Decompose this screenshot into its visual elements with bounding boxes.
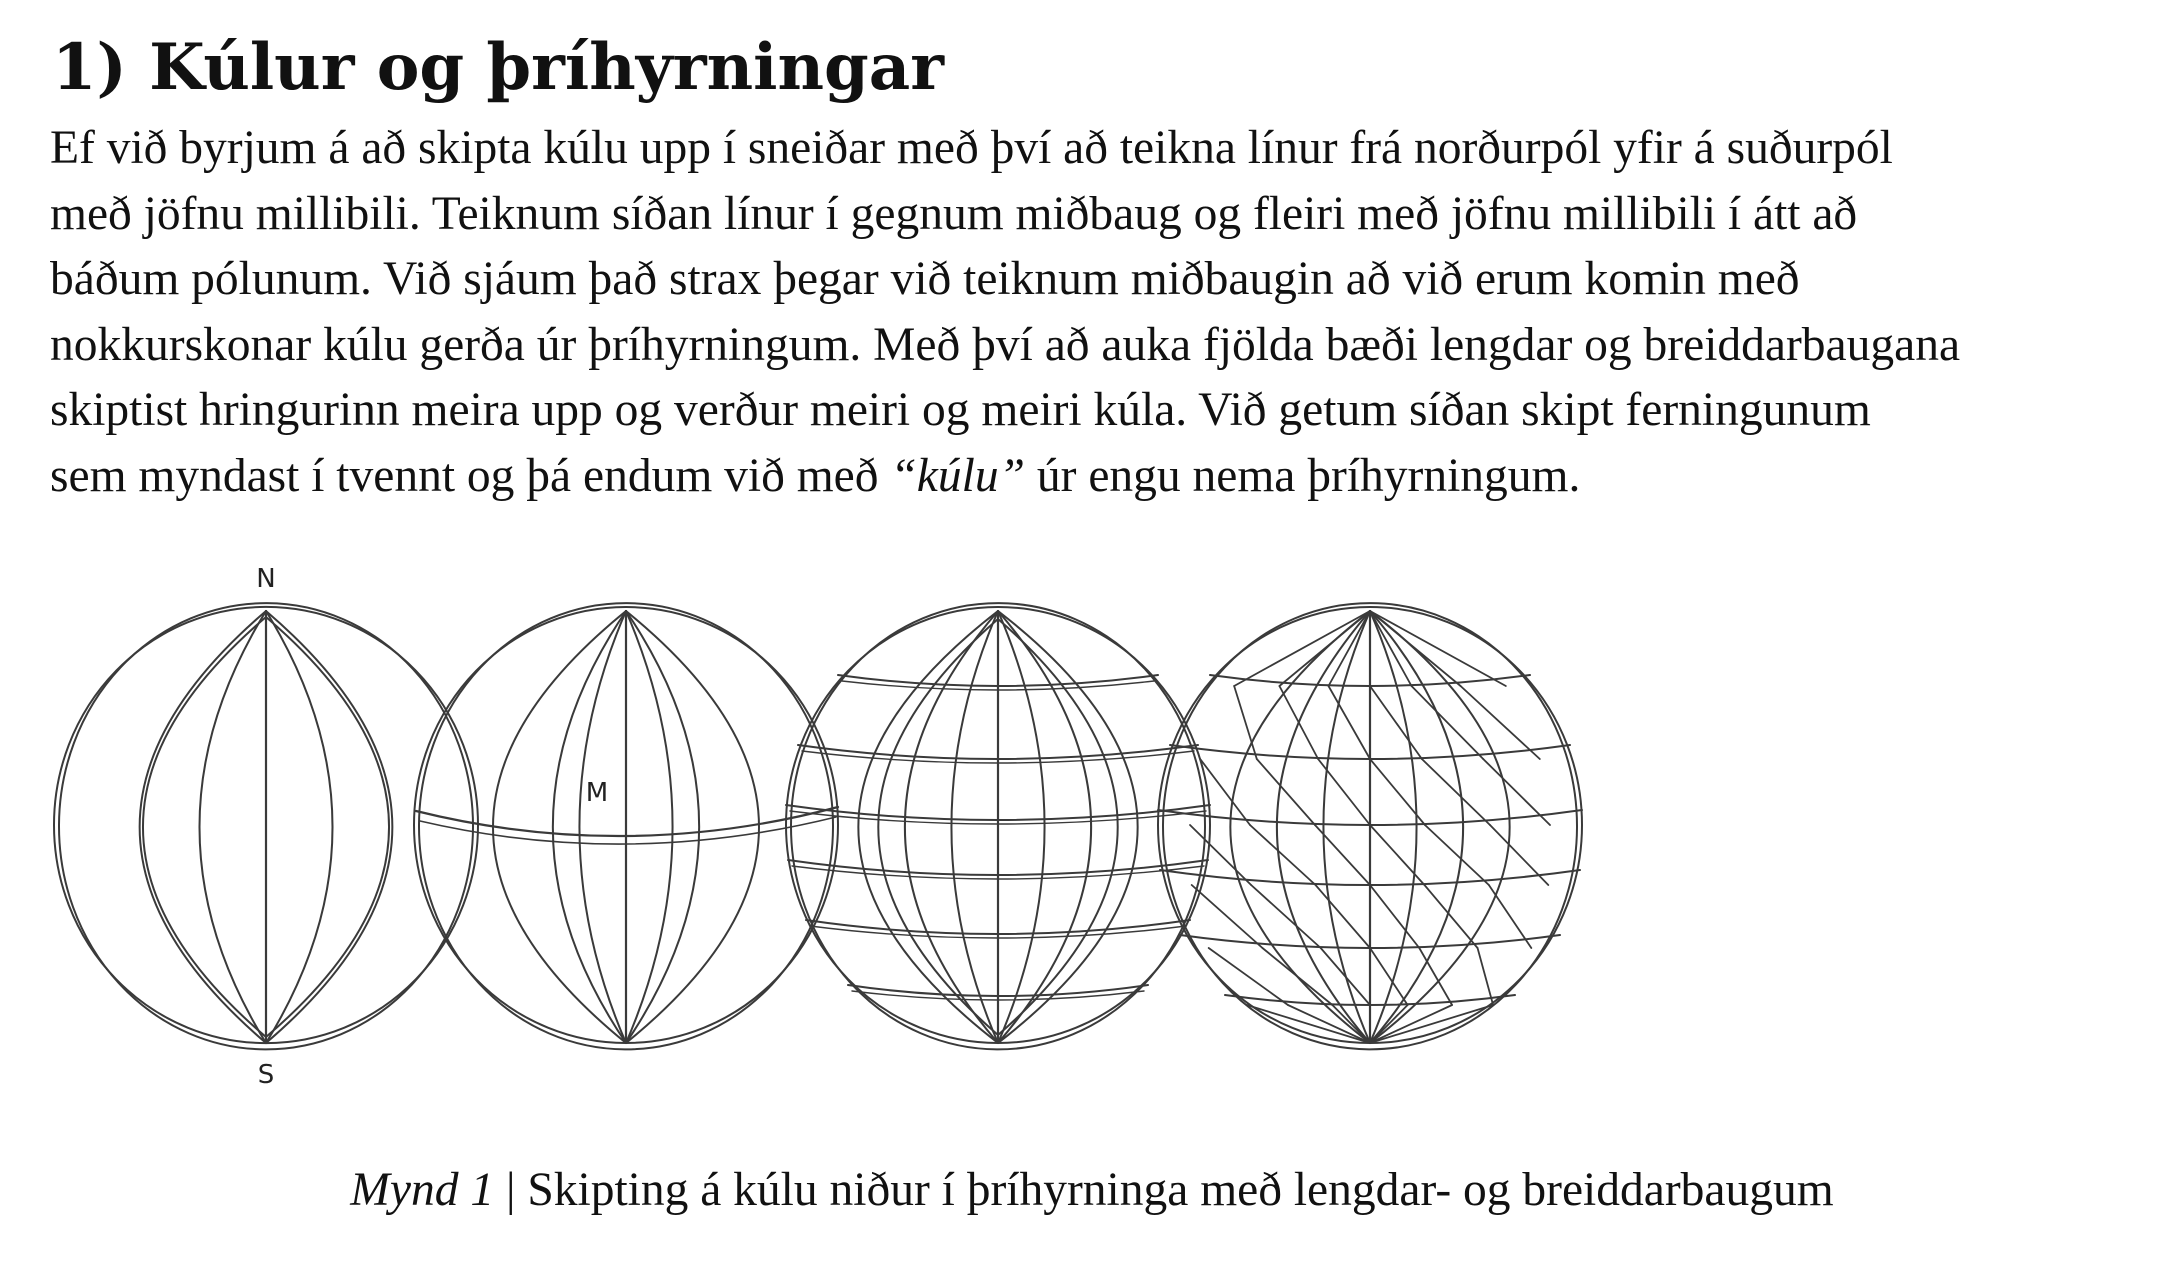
figure-caption xyxy=(0,1160,2184,1220)
triangle-edge xyxy=(1478,948,1494,1005)
meridian-line xyxy=(143,617,266,1037)
triangle-edge xyxy=(1489,885,1531,948)
equator-label: M xyxy=(585,778,609,808)
triangle-edge xyxy=(1250,825,1316,885)
triangle-edge xyxy=(1321,948,1370,1005)
meridian-line xyxy=(266,611,392,1043)
paragraph-text: úr engu nema þríhyrningum. xyxy=(1025,449,1581,502)
meridian-line xyxy=(140,611,266,1043)
meridian-line xyxy=(266,617,389,1037)
paragraph-line: báðum pólunum. Við sjáum það strax þegar við teiknum miðbaugin að við erum komin með xyxy=(50,253,1800,305)
triangle-edge xyxy=(1370,686,1422,759)
body-paragraph xyxy=(50,116,2160,509)
triangle-edge xyxy=(1209,948,1288,1005)
paragraph-line-last xyxy=(50,444,2160,510)
triangle-edge xyxy=(1279,686,1318,759)
section-title: 1) Kúlur og þríhyrningar xyxy=(52,30,944,105)
meridian-line xyxy=(200,611,267,1043)
triangle-edge xyxy=(1318,759,1370,825)
triangle-edge xyxy=(1483,759,1550,825)
meridian-line xyxy=(626,611,699,1043)
triangle-edge xyxy=(1370,759,1425,825)
meridian-line xyxy=(553,611,626,1043)
meridian-line xyxy=(266,611,333,1043)
triangle-edge xyxy=(1425,825,1489,885)
triangle-edge xyxy=(1316,885,1370,948)
emphasized-word: “kúlu” xyxy=(890,449,1025,502)
caption-separator: | xyxy=(494,1164,528,1216)
paragraph-text: sem myndast í tvennt og þá endum við með xyxy=(50,449,891,502)
triangle-edge xyxy=(1234,686,1257,759)
meridian-line xyxy=(579,611,626,1043)
south-pole-label: S xyxy=(257,1060,275,1090)
paragraph-line: nokkurskonar kúlu gerða úr þríhyrningum. Með því að auka fjölda bæði lengdar og breiddarbaugana xyxy=(50,318,1961,371)
triangle-edge xyxy=(1490,825,1548,885)
meridian-line xyxy=(951,611,998,1043)
meridian-line xyxy=(998,611,1045,1043)
triangle-edge xyxy=(1257,759,1315,825)
paragraph-line: Ef við byrjum á að skipta kúlu upp í sneiðar með því að teikna línur frá norðurpól yfir á suðurpól xyxy=(50,122,1893,174)
paragraph-line: með jöfnu millibili. Teiknum síðan línur í gegnum miðbaug og fleiri með jöfnu millibili í átt að xyxy=(50,187,1858,240)
caption-label: Mynd 1 xyxy=(350,1164,495,1216)
meridian-line xyxy=(1370,611,1417,1043)
meridian-line xyxy=(493,611,626,1043)
meridian-line xyxy=(626,611,673,1043)
sphere-sketches xyxy=(40,555,2160,1115)
sphere-figure xyxy=(40,555,2160,1115)
north-pole-label: N xyxy=(256,564,276,594)
sphere-sketch-grid xyxy=(786,603,1210,1049)
caption-text: Skipting á kúlu niður í þríhyrninga með lengdar- og breiddarbaugum xyxy=(527,1164,1834,1216)
sphere-sketch-triangulated xyxy=(1158,603,1582,1049)
triangle-edge xyxy=(1424,885,1477,948)
paragraph-line: skiptist hringurinn meira upp og verður meiri og meiri kúla. Við getum síðan skipt ferningunum xyxy=(50,384,1871,436)
